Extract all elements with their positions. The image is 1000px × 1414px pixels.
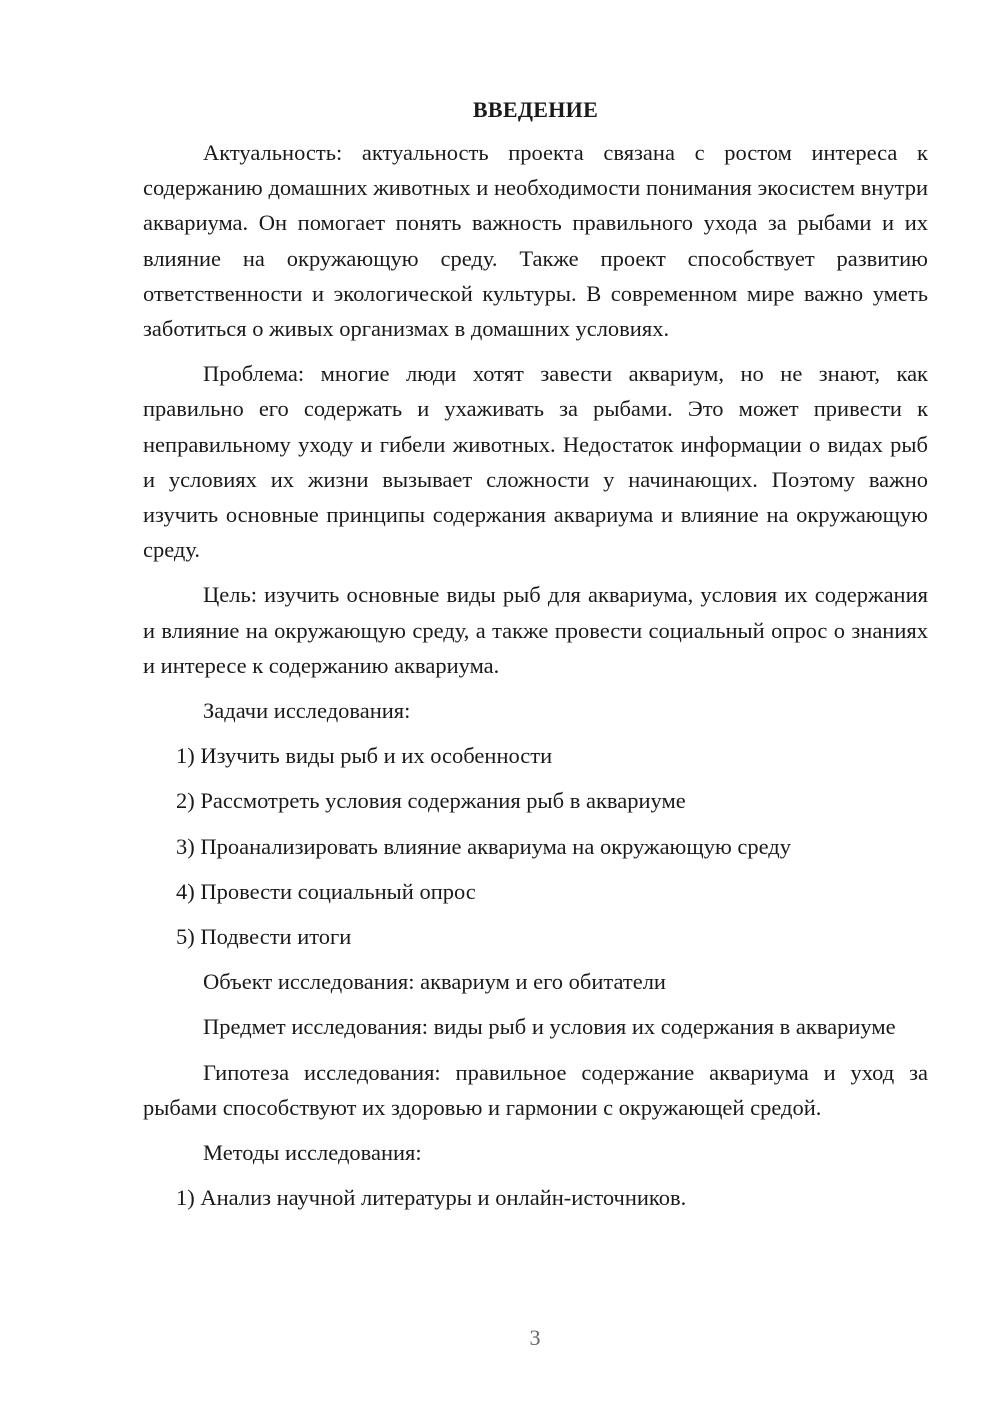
task-item: 5) Подвести итоги [176,924,352,950]
page-number: 3 [529,1325,541,1350]
task-item: 2) Рассмотреть условия содержания рыб в аквариуме [176,788,686,814]
goal-paragraph: Цель: изучить основные виды рыб для аквариума, условия их содержания и влияние на окружающую среду, а также провести социальный опрос о знаниях и интересе к содержанию аквариума. [143,582,928,678]
task-item: 4) Провести социальный опрос [176,878,476,904]
methods-heading: Методы исследования: [203,1140,422,1166]
hypothesis-paragraph: Гипотеза исследования: правильное содержание аквариума и уход за рыбами способствуют их здоровью и гармонии с окружающей средой. [143,1059,928,1120]
object-paragraph: Объект исследования: аквариум и его обитатели [203,969,666,995]
document-page [143,92,928,1215]
problem-paragraph: Проблема: многие люди хотят завести аквариум, но не знают, как правильно его содержать и ухаживать за рыбами. Это может привести к неправильному уходу и гибели животных. Недостаток информации о видах рыб и условиях их жизни вызывает сложности у начинающих. Поэтому важно изучить основные принципы содержания аквариума и влияние на окружающую среду. [143,361,928,563]
relevance-paragraph: Актуальность: актуальность проекта связана с ростом интереса к содержанию домашних животных и необходимости понимания экосистем внутри аквариума. Он помогает понять важность правильного ухода за рыбами и их влияние на окружающую среду. Также проект способствует развитию ответственности и экологической культуры. В современном мире важно уметь заботиться о живых организмах в домашних условиях. [143,140,928,342]
tasks-heading: Задачи исследования: [203,698,411,724]
page-title: ВВЕДЕНИЕ [472,97,599,122]
task-item: 1) Изучить виды рыб и их особенности [176,743,553,769]
subject-paragraph: Предмет исследования: виды рыб и условия их содержания в аквариуме [203,1014,896,1040]
method-item: 1) Анализ научной литературы и онлайн-источников. [176,1185,687,1211]
task-item: 3) Проанализировать влияние аквариума на окружающую среду [176,833,792,859]
